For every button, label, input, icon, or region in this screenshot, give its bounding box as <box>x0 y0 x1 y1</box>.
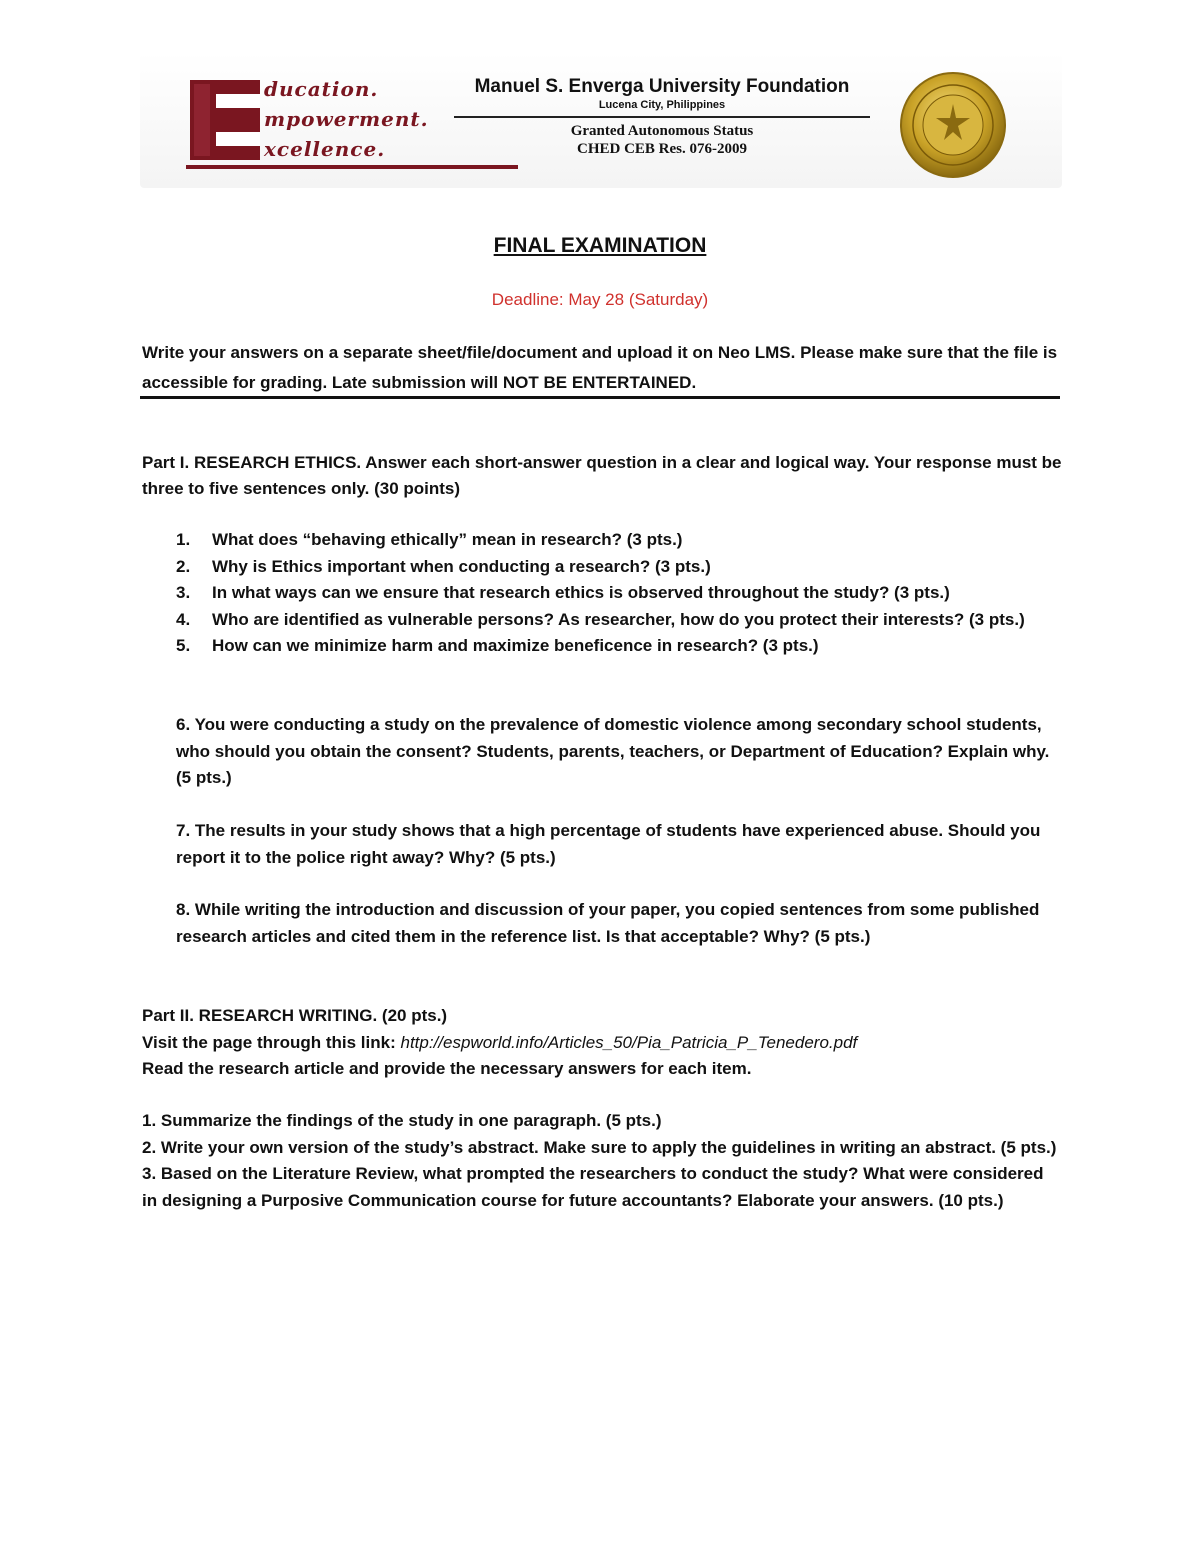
list-item <box>176 527 1056 554</box>
list-item: 3. Based on the Literature Review, what prompted the researchers to conduct the study? What were considered in designing a Purposive Communication course for future accountants? Elaborate your answers. (10 pts.) <box>142 1164 1044 1210</box>
list-item: 2. Write your own version of the study’s abstract. Make sure to apply the guidelines in writing an abstract. (5 pts.) <box>142 1137 1057 1157</box>
question-text: In what ways can we ensure that research ethics is observed throughout the study? (3 pts.) <box>212 583 950 602</box>
article-link[interactable]: http://espworld.info/Articles_50/Pia_Patricia_P_Tenedero.pdf <box>400 1032 858 1052</box>
part2-section <box>142 1003 1062 1083</box>
question-text: Who are identified as vulnerable persons? As researcher, how do you protect their interests? (3 pts.) <box>212 609 1025 629</box>
question-number: 2. <box>176 556 191 576</box>
header-divider <box>454 116 870 118</box>
exam-instructions: Write your answers on a separate sheet/file/document and upload it on Neo LMS. Please make sure that the file is accessible for grading. Late submission will NOT BE ENTERTAINED. <box>142 343 1058 392</box>
motto-line-excellence: xcellence. <box>264 137 386 161</box>
question-text: What does “behaving ethically” mean in research? (3 pts.) <box>212 530 683 549</box>
header-banner <box>140 52 1062 188</box>
visit-label: Visit the page through this link: <box>142 1032 396 1052</box>
ched-resolution: CHED CEB Res. 076-2009 <box>576 141 747 157</box>
part2-heading: Part II. RESEARCH WRITING. (20 pts.) <box>142 1006 448 1025</box>
exam-deadline: Deadline: May 28 (Saturday) <box>491 290 709 309</box>
university-seal-icon <box>898 70 1008 180</box>
list-item <box>176 607 1056 634</box>
list-item: 1. Summarize the findings of the study in one paragraph. (5 pts.) <box>142 1111 662 1130</box>
question-6: 6. You were conducting a study on the prevalence of domestic violence among secondary school students, who should you obtain the consent? Students, parents, teachers, or Department of Education? Explain why. (5 pts.) <box>176 715 1050 787</box>
university-name: Manuel S. Enverga University Foundation <box>474 76 850 97</box>
list-item <box>176 554 1056 581</box>
instructions-divider <box>140 396 1060 399</box>
question-number: 1. <box>176 530 191 549</box>
question-7: 7. The results in your study shows that a high percentage of students have experienced abuse. Should you report it to the police right away? Why? (5 pts.) <box>176 821 1041 867</box>
list-item <box>176 580 1056 607</box>
motto-line-empowerment: mpowerment. <box>264 107 429 131</box>
list-item <box>176 633 1056 660</box>
exam-title: FINAL EXAMINATION <box>493 234 707 257</box>
autonomous-status: Granted Autonomous Status <box>570 123 754 139</box>
question-number: 3. <box>176 583 191 602</box>
visit-link-line <box>142 1030 1062 1057</box>
part1-heading: Part I. RESEARCH ETHICS. Answer each short-answer question in a clear and logical way. Your response must be three to five sentences only. (30 points) <box>142 453 1062 498</box>
question-number: 4. <box>176 609 191 629</box>
motto <box>264 74 429 164</box>
question-number: 5. <box>176 636 191 655</box>
read-instruction: Read the research article and provide the necessary answers for each item. <box>142 1059 752 1078</box>
part1-question-list <box>176 527 1056 660</box>
question-text: How can we minimize harm and maximize beneficence in research? (3 pts.) <box>212 636 819 655</box>
part2-items <box>142 1108 1062 1214</box>
university-e-logo <box>190 80 260 160</box>
question-8: 8. While writing the introduction and discussion of your paper, you copied sentences from some published research articles and cited them in the reference list. Is that acceptable? Why? (5 pts.) <box>176 900 1040 946</box>
motto-underline <box>186 165 518 169</box>
university-city: Lucena City, Philippines <box>598 99 726 111</box>
motto-line-education: ducation. <box>264 77 379 101</box>
university-info <box>454 76 870 158</box>
question-text: Why is Ethics important when conducting a research? (3 pts.) <box>212 556 711 576</box>
